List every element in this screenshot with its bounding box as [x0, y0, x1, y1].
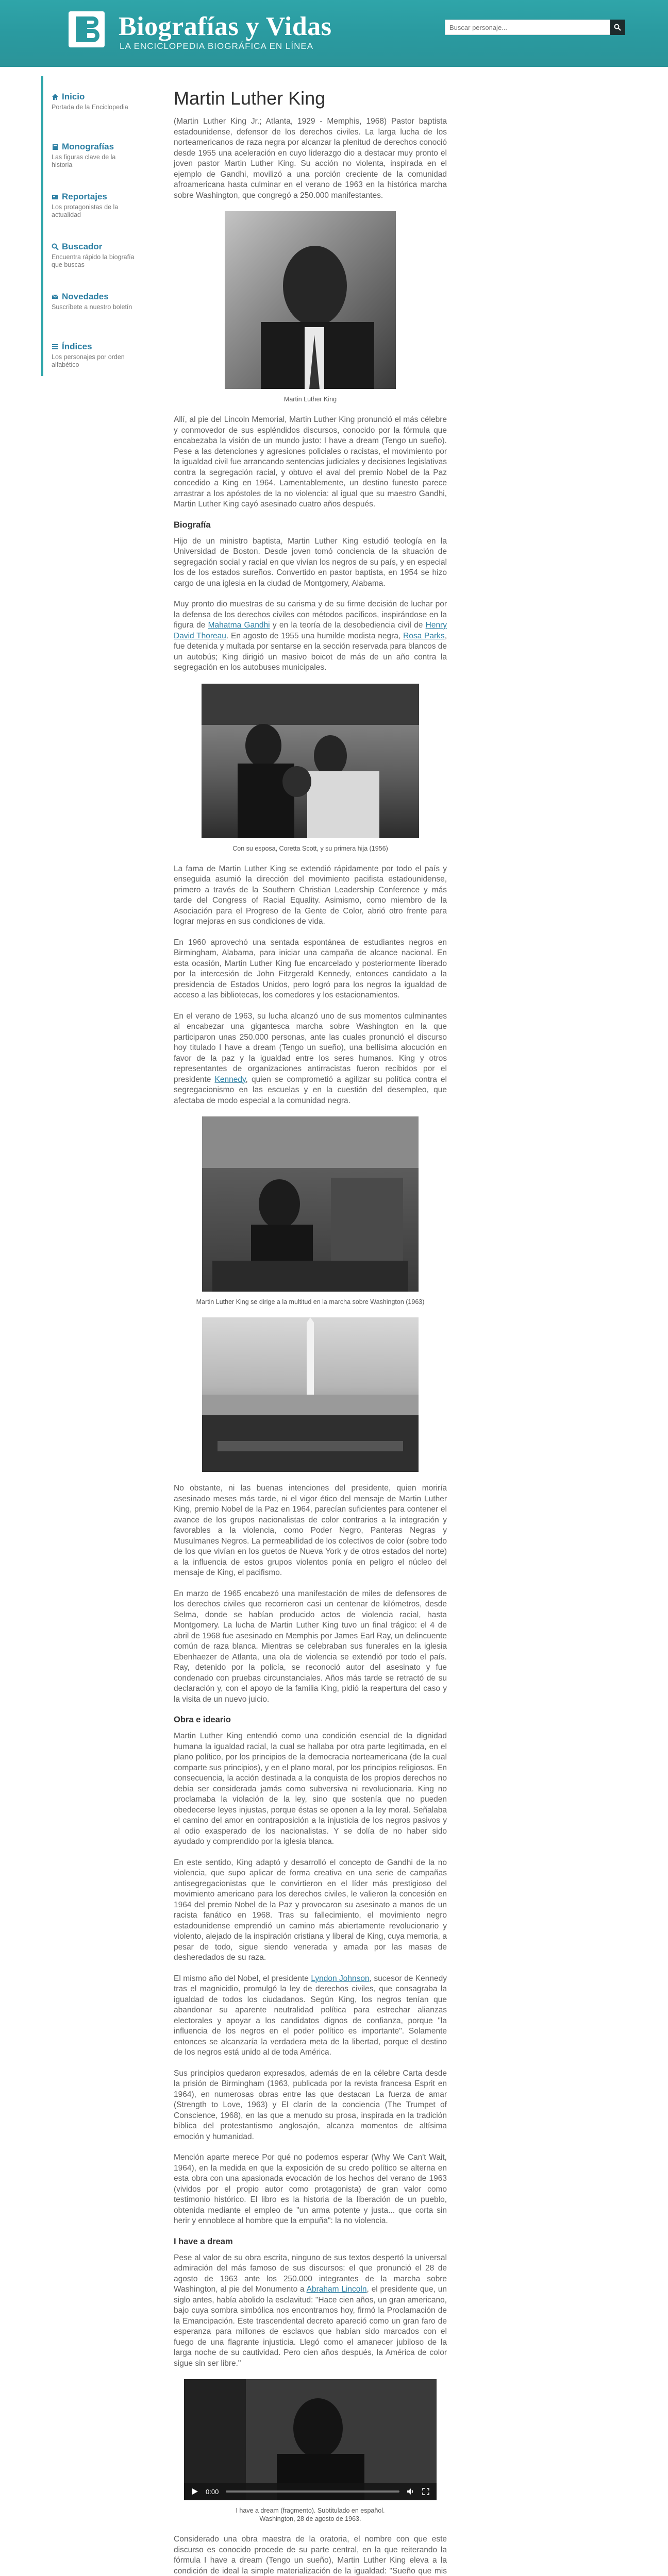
- article-paragraph: La fama de Martin Luther King se extendió rápidamente por todo el país y enseguida asumió la dirección del movimiento pacifista estadounidense, primero a través de la Southern Christian Leadership Conference y más tarde del Congress of Racial Equality. Asimismo, como miembro de la Asociación para el Progreso de la Gente de Color, abrió otro frente para lograr mejoras en sus condiciones de vida.: [174, 864, 447, 926]
- search-button[interactable]: [610, 20, 625, 35]
- volume-icon[interactable]: [407, 2488, 415, 2495]
- sidebar-item-label: Índices: [62, 342, 92, 351]
- article-paragraph: No obstante, ni las buenas intenciones del presidente, quien moriría asesinado meses más tarde, ni el vigor ético del mensaje de Martin Luther King, premio Nobel de la Paz en 1964, parecían suficientes para contener el avance de los grupos nacionalistas de color contrarios a la integración y favorables a la violencia, como Poder Negro, Panteras Negras y Musulmanes Negros. La permeabilidad de los colectivos de color (sobre todo de los que vivían en los guetos de Nueva York y de otros estados del norte) a la influencia de estos grupos violentos ponía en peligro el núcleo del mensaje de King, el pacifismo.: [174, 1484, 447, 1577]
- sidebar-item-label: Reportajes: [62, 192, 107, 201]
- sidebar-item-monografias[interactable]: [41, 126, 137, 176]
- family-photo: [202, 684, 419, 838]
- figure-monument: [174, 1317, 447, 1472]
- sidebar-item-desc: Las figuras clave de la historia: [52, 154, 116, 168]
- home-icon: [52, 93, 59, 100]
- figure-caption: Con su esposa, Coretta Scott, y su primera hija (1956): [232, 844, 388, 852]
- portrait-photo: [225, 211, 396, 389]
- video-progress-track[interactable]: [226, 2490, 399, 2493]
- figure-caption: Martin Luther King se dirige a la multitud en la marcha sobre Washington (1963): [196, 1298, 425, 1306]
- sidebar-item-indices[interactable]: [41, 326, 137, 376]
- article-paragraph: Pese al valor de su obra escrita, ninguno de sus textos despertó la universal admiración del más famoso de sus discursos: el que pronunció el 28 de agosto de 1963 ante los 250.000 integrantes de la marcha sobre Washington, al pie del Monumento a Abraham Lincoln, el presidente que, un siglo antes, había abolido la esclavitud: "Hace cien años, un gran americano, bajo cuya sombra simbólica nos encontramos hoy, firmó la Proclamación de la Emancipación. Este trascendental decreto apareció como un gran faro de esperanza para millones de esclavos que habían sido marcados con el fuego de una flagrante injusticia. Llegó como el amanecer jubiloso de la larga noche de su cautividad. Pero cien años después, la América de color sigue sin ser libre.": [174, 2253, 447, 2368]
- article-paragraph: El mismo año del Nobel, el presidente Lyndon Johnson, sucesor de Kennedy tras el magnicidio, promulgó la ley de derechos civiles, que consagraba la igualdad de todos los ciudadanos. Según King, los negros tenían que abandonar su aparente neutralidad política para estrechar alianzas electorales y apoyar a los candidatos dignos de confianza, porque "la influencia de los negros en el poder político es importante". Solamente entonces se alcanzaría la verdadera meta de la libertad, porque el destino de los negros está unido al de toda América.: [174, 1974, 447, 2057]
- march-photo: [202, 1116, 419, 1292]
- figure-family: [174, 684, 447, 853]
- march-photo-image: [202, 1116, 419, 1292]
- video-time: 0:00: [206, 2487, 219, 2496]
- article-paragraph: Considerado una obra maestra de la oratoria, el nombre con que este discurso es conocido procede de su parte central, en la que reiterando la fórmula I have a dream (Tengo un sueño), Martin Luther King eleva a la condición de ideal la simple materialización de la igualdad: "Sueño que mis: [174, 2535, 447, 2575]
- article-paragraph: Mención aparte merece Por qué no podemos esperar (Why We Can't Wait, 1964), en la medida en que la exposición de su credo político se alterna en esta obra con una apasionada evocación de los hechos del verano de 1963 (vividos por el propio autor como protagonista) de gran valor como testimonio histórico. El libro es la historia de la liberación de un pueblo, obtenida mediante el empleo de "un arma potente y justa... que corta sin herir y ennoblece al hombre que la empuña": la no violencia.: [174, 2153, 447, 2225]
- sidebar-item-desc: Encuentra rápido la biografía que buscas: [52, 253, 135, 268]
- sidebar-item-desc: Los protagonistas de la actualidad: [52, 204, 119, 218]
- page-title: Martin Luther King: [174, 88, 326, 109]
- monument-photo: [202, 1317, 419, 1472]
- link-lyndon-johnson[interactable]: Lyndon Johnson: [311, 1974, 370, 1983]
- search-form: [445, 20, 625, 35]
- section-heading: Biografía: [174, 520, 211, 530]
- sidebar-item-desc: Los personajes por orden alfabético: [52, 353, 125, 368]
- article-paragraph: Hijo de un ministro baptista, Martin Luther King estudió teología en la Universidad de Boston. Desde joven tomó conciencia de la situación de segregación social y racial en que vivían los negros de su país, y en especial los de los estados sureños. Convertido en pastor baptista, en 1954 se hizo cargo de una iglesia en la ciudad de Montgomery, Alabama.: [174, 536, 447, 588]
- sidebar-item-label: Novedades: [62, 292, 109, 301]
- sidebar-item-novedades[interactable]: [41, 276, 137, 326]
- play-icon[interactable]: [191, 2488, 198, 2495]
- figure-caption: I have a dream (fragmento). Subtitulado en español. Washington, 28 de agosto de 1963.: [236, 2507, 385, 2522]
- search-icon: [52, 243, 59, 250]
- site-header: [0, 0, 668, 67]
- sidebar-item-label: Monografías: [62, 142, 114, 151]
- logo-icon[interactable]: [69, 11, 105, 47]
- book-icon: [52, 143, 59, 150]
- monument-photo-image: [202, 1317, 419, 1472]
- link-rosa-parks[interactable]: Rosa Parks: [403, 631, 445, 640]
- search-icon: [614, 24, 621, 31]
- video-frame: [184, 2379, 437, 2500]
- sidebar-item-inicio[interactable]: [41, 76, 137, 126]
- site-subtitle: LA ENCICLOPEDIA BIOGRÁFICA EN LÍNEA: [120, 41, 314, 51]
- site-title[interactable]: Biografías y Vidas: [119, 12, 332, 41]
- sidebar: [41, 67, 137, 2576]
- figure-caption: Martin Luther King: [283, 396, 337, 403]
- figure-portrait: [174, 211, 447, 403]
- figure-march: [174, 1116, 447, 1306]
- sidebar-item-desc: Portada de la Enciclopedia: [52, 104, 128, 111]
- link-thoreau[interactable]: Henry David Thoreau: [174, 621, 447, 640]
- fullscreen-icon[interactable]: [422, 2488, 429, 2495]
- envelope-icon: [52, 293, 59, 300]
- section-heading: Obra e ideario: [174, 1715, 231, 1724]
- section-heading: I have a dream: [174, 2236, 233, 2246]
- article-paragraph: Sus principios quedaron expresados, además de en la célebre Carta desde la prisión de Birmingham (1963, publicada por la revista francesa Esprit en 1964), en numerosas obras entre las que destacan La fuerza de amar (Strength to Love, 1963) y El clarín de la conciencia (The Trumpet of Conscience, 1968), en las que a menudo su prosa, inspirada en la tradición bíblica del protestantismo anglosajón, alcanza momentos de altísima emoción y humanidad.: [174, 2069, 447, 2141]
- article-paragraph: Muy pronto dio muestras de su carisma y de su firme decisión de luchar por la defensa de los derechos civiles con métodos pacíficos, inspirándose en la figura de Mahatma Gandhi y en la teoría de la desobediencia civil de Henry David Thoreau. En agosto de 1955 una humilde modista negra, Rosa Parks, fue detenida y multada por sentarse en la sección reservada para blancos de un autobús; King dirigió un masivo boicot de más de un año contra la segregación en los autobuses municipales.: [174, 600, 447, 672]
- video-player[interactable]: [184, 2379, 437, 2500]
- family-photo-image: [202, 684, 419, 838]
- article-paragraph: En el verano de 1963, su lucha alcanzó uno de sus momentos culminantes al encabezar una gigantesca marcha sobre Washington en la que participaron unas 250.000 personas, ante las cuales pronunció el discurso hoy titulado I have a dream (Tengo un sueño), una bellísima alocución en favor de la paz y la igualdad entre los seres humanos. King y otros representantes de organizaciones antirracistas fueron recibidos por el presidente Kennedy, quien se comprometió a agilizar su política contra el segregacionismo en las escuelas y en la cuestión del desempleo, que afectaba de modo especial a la comunidad negra.: [174, 1011, 447, 1105]
- article-paragraph: En marzo de 1965 encabezó una manifestación de miles de defensores de los derechos civiles que recorrieron casi un centenar de kilómetros, desde Selma, donde se habían producido actos de violencia racial, hasta Montgomery. La lucha de Martin Luther King tuvo un final trágico: el 4 de abril de 1968 fue asesinado en Memphis por James Earl Ray, un delincuente común de raza blanca. Mientras se celebraban sus funerales en la iglesia Ebenhaezer de Atlanta, una ola de violencia se extendió por todo el país. Ray, detenido por la policía, se reconoció autor del asesinato y fue condenado con pruebas circunstanciales. Años más tarde se retractó de su declaración y, con el apoyo de la familia King, pidió la reapertura del caso y la visita de un nuevo juicio.: [174, 1589, 447, 1704]
- article-paragraph: En 1960 aprovechó una sentada espontánea de estudiantes negros en Birmingham, Alabama, para iniciar una campaña de alcance nacional. En esta ocasión, Martin Luther King fue encarcelado y posteriormente liberado por la intercesión de John Fitzgerald Kennedy, entonces candidato a la presidencia de Estados Unidos, pero logró para los negros la igualdad de acceso a las bibliotecas, los comedores y los estacionamientos.: [174, 938, 447, 999]
- sidebar-item-label: Buscador: [62, 242, 103, 251]
- link-kennedy[interactable]: Kennedy: [214, 1075, 246, 1084]
- sidebar-item-buscador[interactable]: [41, 226, 137, 276]
- sidebar-item-reportajes[interactable]: [41, 176, 137, 226]
- search-input[interactable]: [445, 20, 610, 35]
- newspaper-icon: [52, 193, 59, 200]
- figure-video: [174, 2379, 447, 2523]
- portrait-photo-image: [225, 211, 396, 389]
- link-gandhi[interactable]: Mahatma Gandhi: [208, 621, 270, 630]
- list-icon: [52, 343, 59, 350]
- article-intro: (Martin Luther King Jr.; Atlanta, 1929 - Memphis, 1968) Pastor baptista estadounidense, defensor de los derechos civiles. La larga lucha de los norteamericanos de raza negra por alcanzar la plenitud de derechos conoció desde 1955 una aceleración en cuyo liderazgo dio a destacar muy pronto el joven pastor Martin Luther King. Su acción no violenta, inspirada en el ejemplo de Gandhi, movilizó a una porción creciente de la comunidad afroamericana hasta culminar en el verano de 1963 en la histórica marcha sobre Washington, que congregó a 250.000 manifestantes.: [174, 117, 447, 200]
- sidebar-item-label: Inicio: [62, 92, 85, 101]
- video-controls: [184, 2483, 437, 2500]
- sidebar-item-desc: Suscríbete a nuestro boletín: [52, 303, 132, 311]
- article-paragraph: Martin Luther King entendió como una condición esencial de la dignidad humana la igualdad racial, la cual se hallaba por otra parte legitimada, en el plano político, por los principios de la democracia norteamericana (de la cual comparte sus principios), y en el plano moral, por los principios religiosos. En consecuencia, la acción destinada a la conquista de los propios derechos no debía ser considerada jamás como subversiva ni revolucionaria. King no proclamaba la violación de la ley, sino que sostenía que no pueden obedecerse leyes injustas, porque éstas se oponen a la ley moral. Señalaba el camino del amor en contraposición a la injusticia de los negros pasivos y al odio exasperado de los nacionalistas. Y se dolía de no haber sido ayudado y comprendido por la iglesia blanca.: [174, 1732, 447, 1846]
- article-paragraph: En este sentido, King adaptó y desarrolló el concepto de Gandhi de la no violencia, que supo aplicar de forma creativa en una serie de campañas antisegregacionistas que le convirtieron en el líder más prestigioso del movimiento americano para los derechos civiles, le valieron la concesión en 1964 del premio Nobel de la Paz y provocaron su asesinato a manos de un racista fanático en 1968. Tras su fallecimiento, el movimiento negro estadounidense emprendió un camino más abiertamente revolucionario y violento, alejado de la inspiración cristiana y liberal de King, cuya memoria, a pesar de todo, sigue siendo venerada y amada por las masas de desheredados de su raza.: [174, 1858, 447, 1962]
- link-abraham-lincoln[interactable]: Abraham Lincoln: [306, 2285, 367, 2294]
- article: [174, 67, 447, 2576]
- article-paragraph: Allí, al pie del Lincoln Memorial, Martin Luther King pronunció el más célebre y conmovedor de sus espléndidos discursos, conocido por la fórmula que encabezaba la visión de un mundo justo: I have a dream (Tengo un sueño). Pese a las detenciones y agresiones policiales o racistas, el movimiento por la igualdad civil fue arrancando sentencias judiciales y decisiones legislativas contra la segregación racial, y obtuvo el aval del premio Nobel de la Paz concedido a King en 1964. Lamentablemente, un destino funesto parece arrastrar a los apóstoles de la no violencia: al igual que su maestro Gandhi, Martin Luther King cayó asesinado cuatro años después.: [174, 415, 447, 509]
